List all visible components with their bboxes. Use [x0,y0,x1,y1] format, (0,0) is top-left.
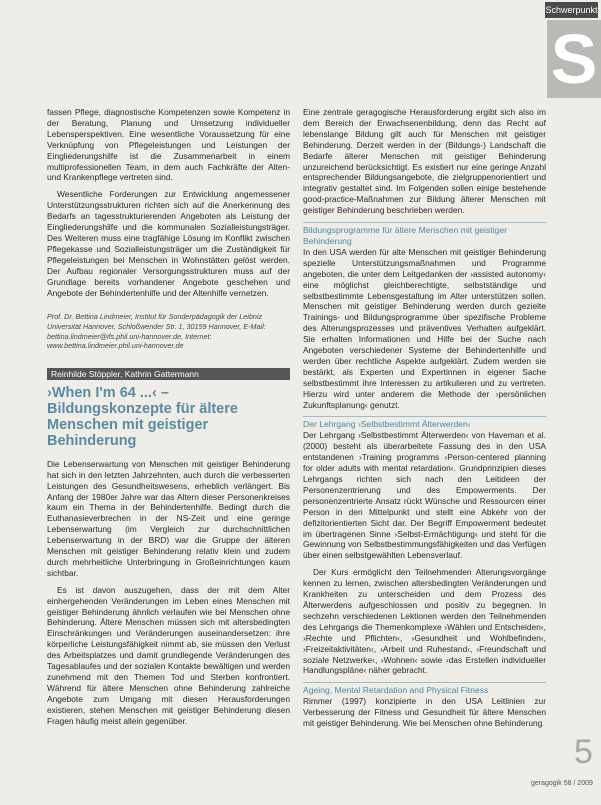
paragraph: Es ist davon auszugehen, dass der mit dem Alter einhergehenden Veränderungen im Leben eines Menschen mit geistiger Behinderung ähnlich verlaufen wie bei Menschen ohne Behinderung. Ältere Menschen müssen sich mit altersbedingten Einschränkungen und Veränderungen auseinandersetzen: ihre körperliche Leistungsfähigkeit nimmt ab, sie müssen den Verlust des Arbeitsplatzes und damit grundlegende Veränderungen des Tagesablaufes und der sozialen Kontakte bewältigen und werden zunehmend mit den Themen Tod und Sterben konfrontiert. Während für ältere Menschen ohne Behinderung zahlreiche Angebote zum Umgang mit diesen Herausforderungen existieren, stehen Menschen mit geistiger Behinderung diesen Fragen häufig meist allein gegenüber. [47,584,290,726]
paragraph: Der Kurs ermöglicht den Teilnehmenden Alterungsvorgänge kennen zu lernen, zwischen altersbedingten Veränderungen und Krankheiten zu unterscheiden und dem Prozess des Älterwerdens aufgeschlossen und positiv zu begegnen. In sechzehn verschiedenen Lektionen werden den Teilnehmenden des Lehrgangs die Themenkomplexe ›Wählen und Entscheiden‹, ›Rechte und Pflichten‹, ›Gesundheit und Wohlbefinden‹, ›Freizeitaktivitäten‹, ›Arbeit und Ruhestand‹, ›Freundschaft und soziale Netzwerke‹, ›Wohnen‹ sowie ›das Erstellen individueller Handlungspläne‹ näher gebracht. [303,567,546,676]
paragraph: Der Lehrgang ›Selbstbestimmt Älterwerden‹ von Haveman et al. (2000) besteht als überarbeitete Fassung des in den USA entstandenen ›Training programms ›Person-centered planning for older adults with mental retardation‹. Grundprinzipien dieses Lehrgangs richten sich nach den Leitideen der Personenzentrierung und des Empowerments. Der personenzentrierte Ansatz rückt Wünsche und Ressourcen einer Person in den Mittelpunkt und stellt eine Abkehr von der defizitorientierten Sicht dar. Der Begriff Empowerment bedeutet im übertragenen Sinne ›Selbst-Ermächtigung‹ und steht für die Gewinnung von Selbstbestimmungsfähigkeiten und das Verfügen über einen selbstgewählten Lebensverlauf. [303,430,546,561]
paragraph: Rimmer (1997) konzipierte in den USA Leitlinien zur Verbesserung der Fitness und Gesundheit für ältere Menschen mit geistiger Behinderung. Wie bei Menschen ohne Behinderung [303,696,546,729]
paragraph: Wesentliche Forderungen zur Entwicklung angemessener Unterstützungsstrukturen richten sich auf die Anerkennung des Bedarfs an tagesstrukturierenden Angeboten als Leistung der Eingliederungshilfe und die kommunalen Sozialleistungsträger. Des Weiteren muss eine tragfähige Lösung im Konflikt zwischen Pflegekasse und Sozialleistungsträger um die Zuständigkeit für Pflegeleistungen bei Menschen in Wohnstätten gelöst werden. Der Aufbau regionaler Versorgungsstrukturen muss auf der Grundlage bereits vorhandener Angebote geschehen und Angebote der Behindertenhilfe und der Altenhilfe vernetzen. [47,189,290,298]
right-column [303,107,546,735]
author-affiliation: Prof. Dr. Bettina Lindmeier, Institut für Sonderpädagogik der Leibniz Universität Hannover, Schloßwender Str. 1, 30159 Hannover, E-Mail: bettina.lindmeier@ifs.phil.uni-hannover.de, Internet: www.bettina.lindmeier.phil.uni-hannover.de [47,312,266,351]
subheading: Ageing, Mental Retardation and Physical Fitness [303,682,546,696]
authors-bar: Reinhilde Stöppler, Kathrin Gattermann [47,368,290,380]
section-letter: S [547,20,601,98]
paragraph: Eine zentrale geragogische Herausforderung ergibt sich also im dem Bereich der Erwachsenenbildung, denn das Recht auf lebenslange Bildung gilt auch für Menschen mit geistiger Behinderung. Derzeit werden in der (Bildungs-) Landschaft die Bedarfe älterer Menschen mit geistiger Behinderung unzureichend berücksichtigt. Es existiert nur eine geringe Anzahl entsprechender Bildungsangebote, die zielgruppenorientiert und integrativ gestaltet sind. Im Folgenden sollen einige bestehende good-practice-Maßnahmen zur Bildung älterer Menschen mit geistiger Behinderung beschrieben werden. [303,107,546,216]
subheading: Bildungsprogramme für ältere Menschen mit geistiger Behinderung [303,222,546,247]
paragraph: In den USA werden für alte Menschen mit geistiger Behinderung spezielle Unterstützungsmaßnahmen und Programme angeboten, die unter dem Leitgedanken der ›assisted autonomy‹ eine möglichst gleichberechtigte, selbstständige und selbstbestimmte Lebensgestaltung im Alter unterstützen sollen. Menschen mit geistiger Behinderung werden durch gezielte Trainings- und Bildungsprogramme über spezifische Probleme des Alterungsprozesses und präventives Verhalten aufgeklärt. Sie erhalten Informationen und Hilfe bei der Suche nach Angeboten verschiedener Systeme der Behindertenhilfe und werden über rechtliche Aspekte aufgeklärt. Zudem werden sie bestärkt, als Experten und Expertinnen in eigener Sache selbstbestimmt ihre Interessen zu artikulieren und zu vertreten. Hierzu wird unter anderem die Methode der ›persönlichen Zukunftsplanung‹ genutzt. [303,246,546,410]
page-number: 5 [574,733,593,771]
left-column [47,107,290,733]
section-tag: Schwerpunkt [545,2,598,18]
article-title: ›When I'm 64 ...‹ – Bildungskonzepte für ältere Menschen mit geistiger Behinderung [47,384,238,449]
paragraph: Die Lebenserwartung von Menschen mit geistiger Behinderung hat sich in den letzten Jahrzehnten, auch durch die verbesserten Leistungen des Gesundheitswesens, erheblich verlängert. Bis Anfang der 1980er Jahre war das Altern dieser Personenkreises kaum ein Thema in der Behindertenhilfe. Bedingt durch die Euthanasieverbrechen in der NS-Zeit und eine geringe Lebenserwartung (im Vergleich zur durchschnittlichen Lebenserwartung in der BRD) war die Gruppe der älteren Menschen mit geistiger Behinderung relativ klein und zudem durch mehrheitliche Unterbringung in Großeinrichtungen kaum sichtbar. [47,458,290,578]
subheading: Der Lehrgang ›Selbstbestimmt Älterwerden‹ [303,416,546,430]
paragraph: fassen Pflege, diagnostische Kompetenzen sowie Kompetenz in der Beratung, Planung und Umsetzung individueller Lebensperspektiven. Eine wesentliche Voraussetzung für eine Verknüpfung von Pflegeleistungen und Leistungen der Eingliederungshilfe ist die Zusammenarbeit in einem multiprofessionellen Team, in dem auch Fachkräfte der Alten- und Krankenpflege vertreten sind. [47,107,290,183]
journal-footer: geragogik 58 / 2009 [531,780,593,787]
